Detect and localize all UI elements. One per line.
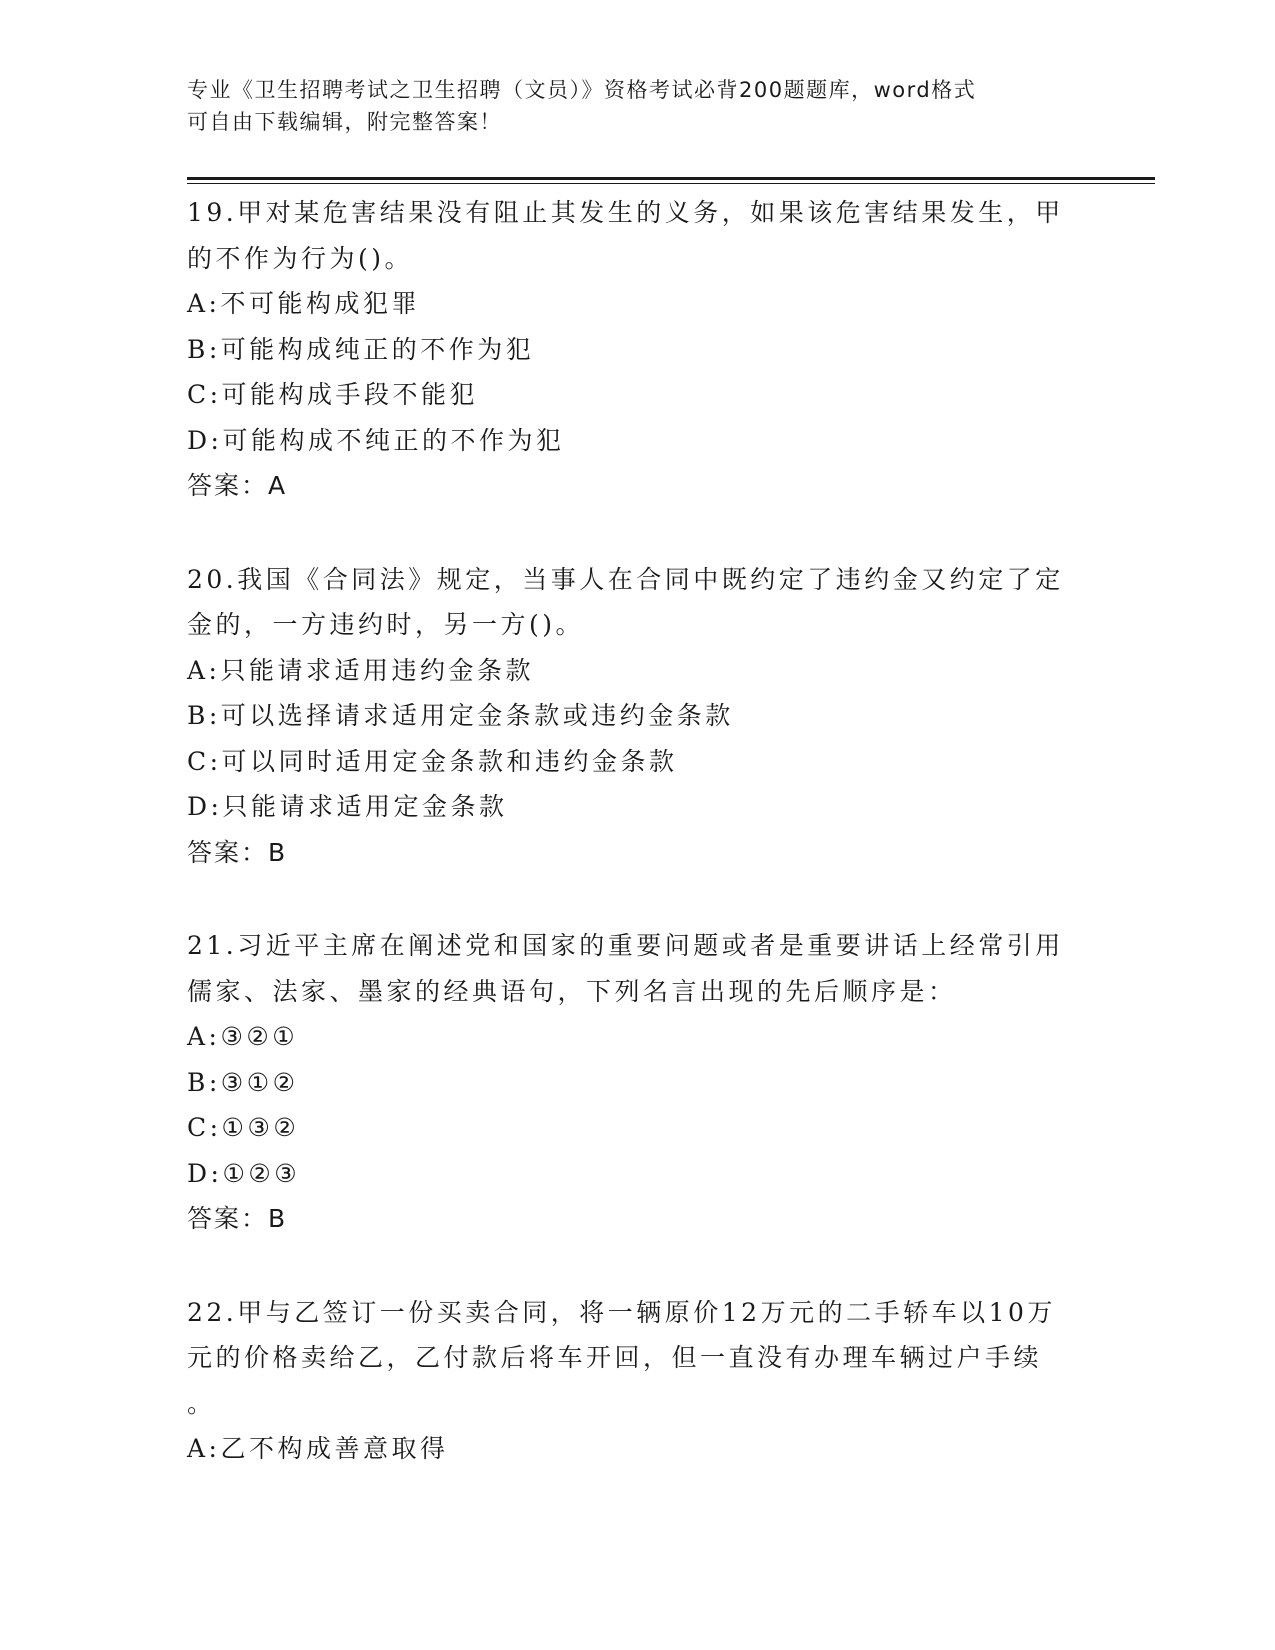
- stem-line: 儒家、法家、墨家的经典语句，下列名言出现的先后顺序是：: [187, 976, 957, 1006]
- stem-line: 19.甲对某危害结果没有阻止其发生的义务，如果该危害结果发生，甲: [187, 198, 1064, 227]
- option-c: C:可能构成手段不能犯: [187, 380, 479, 409]
- option-b: B:可以选择请求适用定金条款或违约金条款: [187, 701, 734, 730]
- option-a: A:只能请求适用违约金条款: [187, 655, 534, 685]
- answer-label: 答案：B: [187, 1204, 288, 1233]
- question-stem: [187, 923, 1087, 1014]
- question-19: [187, 190, 1087, 509]
- question-21: [187, 923, 1087, 1242]
- option-d: D:只能请求适用定金条款: [187, 792, 508, 821]
- answer-label: 答案：B: [187, 837, 288, 867]
- option-c: C:可以同时适用定金条款和违约金条款: [187, 746, 678, 776]
- stem-line: 。: [187, 1388, 216, 1418]
- header-divider-thin: [187, 183, 1155, 184]
- option-a: A:③②①: [187, 1022, 299, 1051]
- stem-line: 元的价格卖给乙，乙付款后将车开回，但一直没有办理车辆过户手续: [187, 1343, 1043, 1372]
- option-a: A:乙不构成善意取得: [187, 1434, 449, 1463]
- header-line-2: 可自由下载编辑，附完整答案！: [187, 110, 502, 134]
- question-list: [187, 190, 1087, 1520]
- question-stem: [187, 557, 1087, 648]
- option-b: B:③①②: [187, 1067, 299, 1097]
- stem-line: 20.我国《合同法》规定，当事人在合同中既约定了违约金又约定了定: [187, 564, 1064, 594]
- option-c: C:①③②: [187, 1113, 300, 1142]
- header-divider-thick: [187, 177, 1155, 180]
- option-b: B:可能构成纯正的不作为犯: [187, 334, 535, 364]
- option-d: D:①②③: [187, 1158, 301, 1188]
- option-d: D:可能构成不纯正的不作为犯: [187, 425, 565, 455]
- question-stem: [187, 190, 1087, 281]
- stem-line: 金的，一方违约时，另一方()。: [187, 610, 585, 639]
- question-20: [187, 557, 1087, 876]
- question-stem: [187, 1290, 1087, 1427]
- header-line-1: 专业《卫生招聘考试之卫生招聘（文员）》资格考试必背200题题库，word格式: [187, 78, 977, 102]
- document-header: [187, 74, 1087, 138]
- question-22: [187, 1290, 1087, 1472]
- stem-line: 21.习近平主席在阐述党和国家的重要问题或者是重要讲话上经常引用: [187, 931, 1064, 960]
- stem-line: 22.甲与乙签订一份买卖合同，将一辆原价12万元的二手轿车以10万: [187, 1297, 1056, 1327]
- answer-label: 答案：A: [187, 471, 288, 500]
- option-a: A:不可能构成犯罪: [187, 289, 420, 318]
- stem-line: 的不作为行为()。: [187, 243, 414, 273]
